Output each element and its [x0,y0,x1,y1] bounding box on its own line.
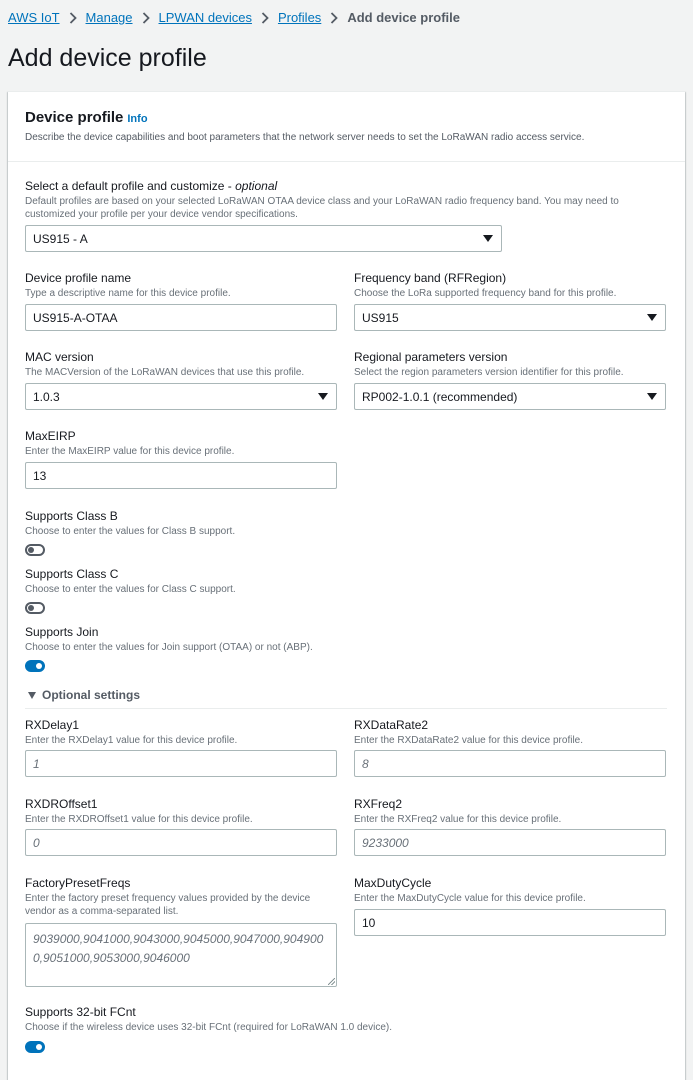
rx-dr-offset1-input[interactable] [25,829,337,856]
default-profile-label [25,179,645,193]
max-eirp-input[interactable] [25,462,337,489]
toggle-knob [36,1044,42,1050]
breadcrumb-aws-iot[interactable]: AWS IoT [8,10,60,25]
max-duty-cycle-field [354,876,664,905]
frequency-band-value: US915 [362,310,399,325]
caret-down-icon [318,393,328,400]
max-eirp-value: 13 [33,468,47,483]
regional-params-field [354,350,664,379]
frequency-band-select[interactable] [354,304,666,331]
mac-version-label: MAC version [25,350,94,364]
rx-dr-offset1-description: Enter the RXDROffset1 value for this device profile. [25,814,253,825]
rx-data-rate2-label: RXDataRate2 [354,718,429,732]
toggle-knob [28,605,34,611]
rx-data-rate2-placeholder: 8 [362,756,369,771]
join-label: Supports Join [25,625,99,639]
rx-data-rate2-input[interactable] [354,750,666,777]
page-title: Add device profile [8,44,207,72]
regional-params-value: RP002-1.0.1 (recommended) [362,389,518,404]
optional-settings-label: Optional settings [42,688,141,702]
mac-version-select[interactable] [25,383,337,410]
regional-params-label: Regional parameters version [354,350,508,364]
default-profile-field [25,179,645,221]
class-c-description: Choose to enter the values for Class C support. [25,584,236,595]
chevron-right-icon [330,12,338,24]
mac-version-description: The MACVersion of the LoRaWAN devices that use this profile. [25,367,305,378]
chevron-right-icon [142,12,150,24]
breadcrumb-profiles[interactable]: Profiles [277,10,322,25]
resize-grip-icon[interactable] [328,978,335,985]
device-profile-name-label: Device profile name [25,271,132,285]
fcnt-32bit-label: Supports 32-bit FCnt [25,1005,136,1019]
rx-dr-offset1-label: RXDROffset1 [25,797,98,811]
optional-tag: optional [235,179,278,193]
rx-freq2-input[interactable] [354,829,666,856]
chevron-right-icon [69,12,77,24]
caret-down-icon [647,314,657,321]
toggle-knob [36,663,42,669]
panel-title-text: Device profile [25,109,124,126]
device-profile-name-field [25,271,335,300]
max-duty-cycle-description: Enter the MaxDutyCycle value for this device profile. [354,893,586,904]
regional-params-description: Select the region parameters version identifier for this profile. [354,367,624,378]
class-b-field [25,509,645,538]
rx-dr-offset1-placeholder: 0 [33,835,40,850]
class-c-toggle[interactable] [25,602,45,614]
class-c-field [25,567,645,596]
fcnt-32bit-toggle[interactable] [25,1041,45,1053]
frequency-band-label: Frequency band (RFRegion) [354,271,507,285]
factory-preset-freqs-textarea[interactable] [25,923,337,987]
factory-preset-freqs-placeholder: 9039000,9041000,9043000,9045000,9047000,9049000,9051000,9053000,9046000 [33,932,324,965]
caret-down-icon [28,692,36,699]
factory-preset-freqs-description: Enter the factory preset frequency values provided by the device vendor as a comma-separated list. [25,893,311,917]
breadcrumb-manage[interactable]: Manage [85,10,133,25]
mac-version-field [25,350,335,379]
max-eirp-description: Enter the MaxEIRP value for this device profile. [25,446,235,457]
device-profile-name-description: Type a descriptive name for this device profile. [25,288,231,299]
rx-freq2-placeholder: 9233000 [362,835,409,850]
mac-version-value: 1.0.3 [33,389,60,404]
caret-down-icon [647,393,657,400]
join-toggle[interactable] [25,660,45,672]
rx-freq2-label: RXFreq2 [354,797,403,811]
rx-dr-offset1-field [25,797,335,826]
class-b-toggle[interactable] [25,544,45,556]
rx-delay1-placeholder: 1 [33,756,40,771]
frequency-band-field [354,271,664,300]
chevron-right-icon [261,12,269,24]
breadcrumb [8,10,460,25]
class-c-label: Supports Class C [25,567,119,581]
device-profile-name-input[interactable] [25,304,337,331]
rx-data-rate2-description: Enter the RXDataRate2 value for this device profile. [354,735,584,746]
rx-freq2-field [354,797,664,826]
max-duty-cycle-input[interactable] [354,909,666,936]
max-eirp-label: MaxEIRP [25,429,76,443]
rx-delay1-field [25,718,335,747]
regional-params-select[interactable] [354,383,666,410]
join-description: Choose to enter the values for Join support (OTAA) or not (ABP). [25,642,313,653]
optional-settings-expander[interactable] [28,688,140,702]
factory-preset-freqs-label: FactoryPresetFreqs [25,876,131,890]
toggle-knob [28,547,34,553]
class-b-label: Supports Class B [25,509,118,523]
fcnt-32bit-description: Choose if the wireless device uses 32-bit FCnt (required for LoRaWAN 1.0 device). [25,1022,393,1033]
rx-delay1-input[interactable] [25,750,337,777]
default-profile-select[interactable] [25,225,502,252]
factory-preset-freqs-field [25,876,335,918]
rx-freq2-description: Enter the RXFreq2 value for this device profile. [354,814,562,825]
info-link[interactable]: Info [127,113,148,125]
default-profile-description: Default profiles are based on your selected LoRaWAN OTAA device class and your LoRaWAN radio frequency band. You may need to customized your profile per your device vendor specifications. [25,196,619,220]
max-duty-cycle-label: MaxDutyCycle [354,876,432,890]
default-profile-value: US915 - A [33,231,88,246]
rx-data-rate2-field [354,718,664,747]
max-eirp-field [25,429,335,458]
panel-title [25,109,148,126]
class-b-description: Choose to enter the values for Class B support. [25,526,236,537]
rx-delay1-label: RXDelay1 [25,718,80,732]
max-duty-cycle-value: 10 [362,915,376,930]
caret-down-icon [483,235,493,242]
panel-header [8,92,685,162]
divider [25,708,667,709]
default-profile-label-text: Select a default profile and customize - [25,179,236,193]
device-profile-name-value: US915-A-OTAA [33,310,118,325]
breadcrumb-lpwan-devices[interactable]: LPWAN devices [158,10,252,25]
join-field [25,625,645,654]
rx-delay1-description: Enter the RXDelay1 value for this device profile. [25,735,238,746]
breadcrumb-current: Add device profile [347,10,461,25]
frequency-band-description: Choose the LoRa supported frequency band for this profile. [354,288,617,299]
panel-description: Describe the device capabilities and boot parameters that the network server needs to set the LoRaWAN radio access service. [25,132,585,143]
fcnt-32bit-field [25,1005,665,1034]
device-profile-panel [8,91,685,1080]
